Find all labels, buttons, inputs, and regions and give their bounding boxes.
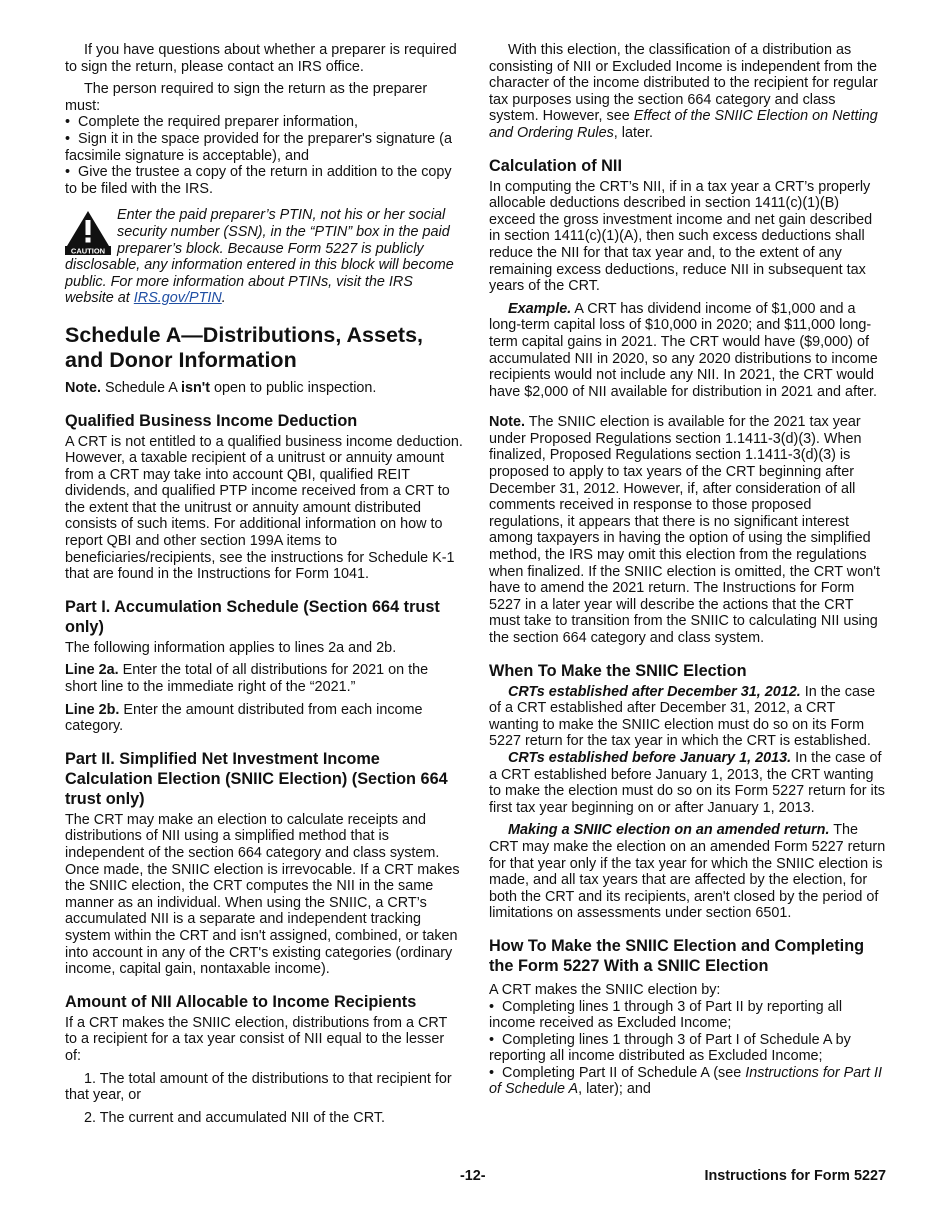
netting-rules-reference: Effect of the SNIIC Election on Netting and Ordering Rules [489,108,878,141]
left-column [65,42,463,1126]
preparer-question-paragraph: If you have questions about whether a preparer is required to sign the return, please contact an IRS office. [65,42,457,75]
caution-label: CAUTION [70,246,106,256]
note-label: Note. [489,414,525,431]
ptin-link[interactable]: IRS.gov/PTIN [133,290,222,307]
list-item: • Completing lines 1 through 3 of Part II by reporting all income received as Excluded Income; [489,999,887,1032]
part-ii-instructions-reference: Instructions for Part II of Schedule A [489,1064,882,1098]
list-item: • Completing lines 1 through 3 of Part I of Schedule A by reporting all income distributed as Excluded Income; [489,1032,887,1065]
list-item: • Give the trustee a copy of the return in addition to the copy to be filed with the IRS. [65,164,463,197]
before-2013-label: CRTs established before January 1, 2013. [508,749,792,766]
part-ii-heading: Part II. Simplified Net Investment Income Calculation Election (SNIIC Election) (Section 664 trust only) [65,749,448,808]
example-label: Example. [508,300,572,317]
amended-return-label: Making a SNIIC election on an amended return. [508,822,830,839]
list-item: • Sign it in the space provided for the preparer's signature (a facsimile signature is acceptable), and [65,131,463,164]
how-heading: How To Make the SNIIC Election and Completing the Form 5227 With a SNIIC Election [489,936,865,975]
line-2a-label: Line 2a. [65,662,119,679]
note-text: Schedule A [100,379,181,396]
schedule-a-note [65,380,463,397]
note-label: Note. [65,379,101,396]
example-paragraph [489,301,887,401]
before-2013-text: In the case of a CRT established before January 1, 2013, the CRT wanting to make the election must do so on its Form 5227 return for its first tax year beginning on or after January 1, 2013. [489,749,885,816]
line-2b-paragraph [65,702,463,735]
caution-text: Enter the paid preparer’s PTIN, not his or her social security number (SSN), in the “PTIN” box in the paid preparer’s block. Because Form 5227 is publicly disclosable, any information entered in this block will become public. For more information about PTINs, visit the IRS website at [65,207,454,307]
list-item [489,1065,887,1098]
when-heading: When To Make the SNIIC Election [489,661,747,680]
part-i-heading: Part I. Accumulation Schedule (Section 664 trust only) [65,597,440,636]
classification-text: With this election, the classification of a distribution as consisting of NII or Excluded Income is independent from the character of the income distributed to the recipient for regular tax purposes using the section 664 category and class system. However, see [489,42,878,125]
qbi-paragraph: A CRT is not entitled to a qualified business income deduction. However, a taxable recipient of a unitrust or annuity amount from a CRT may take into account QBI, qualified REIT dividends, and qualified PTP income received from a CRT to the extent that the unitrust or annuity amount distributed consists of such items. For additional information on how to report QBI and other section 199A items to beneficiaries/recipients, see the instructions for Schedule K-1 that are found in the Instructions for Form 1041. [65,433,463,583]
after-2012-label: CRTs established after December 31, 2012. [508,683,801,700]
part-i-paragraph: The following information applies to lines 2a and 2b. [65,639,397,656]
nii-allocable-heading: Amount of NII Allocable to Income Recipients [65,992,417,1011]
line-2a-paragraph [65,662,463,695]
how-paragraph: A CRT makes the SNIIC election by: [489,981,721,998]
sniic-note-paragraph [489,414,887,646]
caution-end: . [221,290,226,307]
list-item: 1. The total amount of the distributions to that recipient for that year, or [65,1070,452,1104]
note-bold: isn't [181,379,211,396]
amended-return-text: The CRT may make the election on an amended Form 5227 return for that year only if the tax year for which the SNIIC election is made, and all tax years that are affected by the election, for both the CRT and its recipients, aren't closed by the period of limitations on assessments under section 6501. [489,822,886,922]
example-text: A CRT has dividend income of $1,000 and a long-term capital loss of $10,000 in 2020; and $11,000 long-term capital gains in 2021. The CRT would have ($9,000) of accumulated NII in 2020, so any 2020 distributions to income recipients would not include any NII. In 2021, the CRT would have $2,000 of NII available for distribution in 2021 and after. [489,300,878,400]
caution-icon [65,209,111,255]
nii-allocable-paragraph: If a CRT makes the SNIIC election, distributions from a CRT to a recipient for a tax year consist of NII equal to the lesser of: [65,1014,448,1064]
note-text-end: open to public inspection. [210,379,377,396]
classification-end: , later. [613,124,653,141]
amended-return-paragraph [489,822,887,922]
classification-paragraph [489,42,887,142]
after-2012-text: In the case of a CRT established after December 31, 2012, a CRT wanting to make the SNIIC election must do so on its Form 5227 return for the tax year in which the CRT is established. [489,683,876,750]
list-item: 2. The current and accumulated NII of the CRT. [84,1109,386,1126]
caution-note [65,207,463,307]
part-ii-paragraph: The CRT may make an election to calculate receipts and distributions of NII using a simplified method that is independent of the section 664 category and class system. Once made, the SNIIC election is irrevocable. If a CRT makes the SNIIC election, the CRT computes the NII in the same manner as an individual. When using the SNIIC, a CRT’s accumulated NII is a separate and independent tracking system within the CRT and isn't assigned, combined, or taken into account in any of the CRT's existing categories (ordinary income, capital gain, nontaxable income). [65,811,460,978]
qbi-heading: Qualified Business Income Deduction [65,411,358,430]
line-2b-label: Line 2b. [65,701,120,718]
list-item-end: , later); and [578,1081,651,1098]
calculation-heading: Calculation of NII [489,156,622,175]
note-text: The SNIIC election is available for the 2021 tax year under Proposed Regulations section 1.1411-3(d)(3). When finalized, Proposed Regulations section 1.1411-3(d)(3) is proposed to apply to tax years of the CRT beginning after December 31, 2012. However, if, after consideration of all comments received in response to those proposed regulations, it appears that there is no significant interest among taxpayers in having the option of using the simplified method, the IRS may omit this election from the regulations when finalized. If the SNIIC election is omitted, the CRT won't have to amend the 2021 return. The Instructions for Form 5227 in a later year will describe the actions that the CRT must take to transition from the SNIIC to calculating NII using the section 664 category and class system. [489,414,880,646]
after-2012-paragraph [489,684,887,750]
list-item: • Complete the required preparer information, [65,114,463,131]
calculation-paragraph: In computing the CRT’s NII, if in a tax year a CRT’s properly allocable deductions described in section 1411(c)(1)(B) exceed the gross investment income and net gain described in section 1411(c)(1)(A), then such excess deductions shall reduce the NII for that tax year and, to the extent of any remaining excess deductions, reduce NII in subsequent tax years of the CRT. [489,178,873,295]
preparer-must-paragraph: The person required to sign the return as the preparer must: [65,81,428,114]
right-column [489,42,887,1098]
document-title: Instructions for Form 5227 [704,1168,886,1184]
before-2013-paragraph [489,750,887,816]
schedule-a-heading: Schedule A—Distributions, Assets, and Donor Information [65,322,424,373]
line-2a-text: Enter the total of all distributions for 2021 on the short line to the immediate right of the “2021.” [65,662,429,696]
list-item-text: Completing Part II of Schedule A (see [502,1064,746,1081]
line-2b-text: Enter the amount distributed from each income category. [65,701,423,735]
page-number: -12- [460,1168,486,1184]
